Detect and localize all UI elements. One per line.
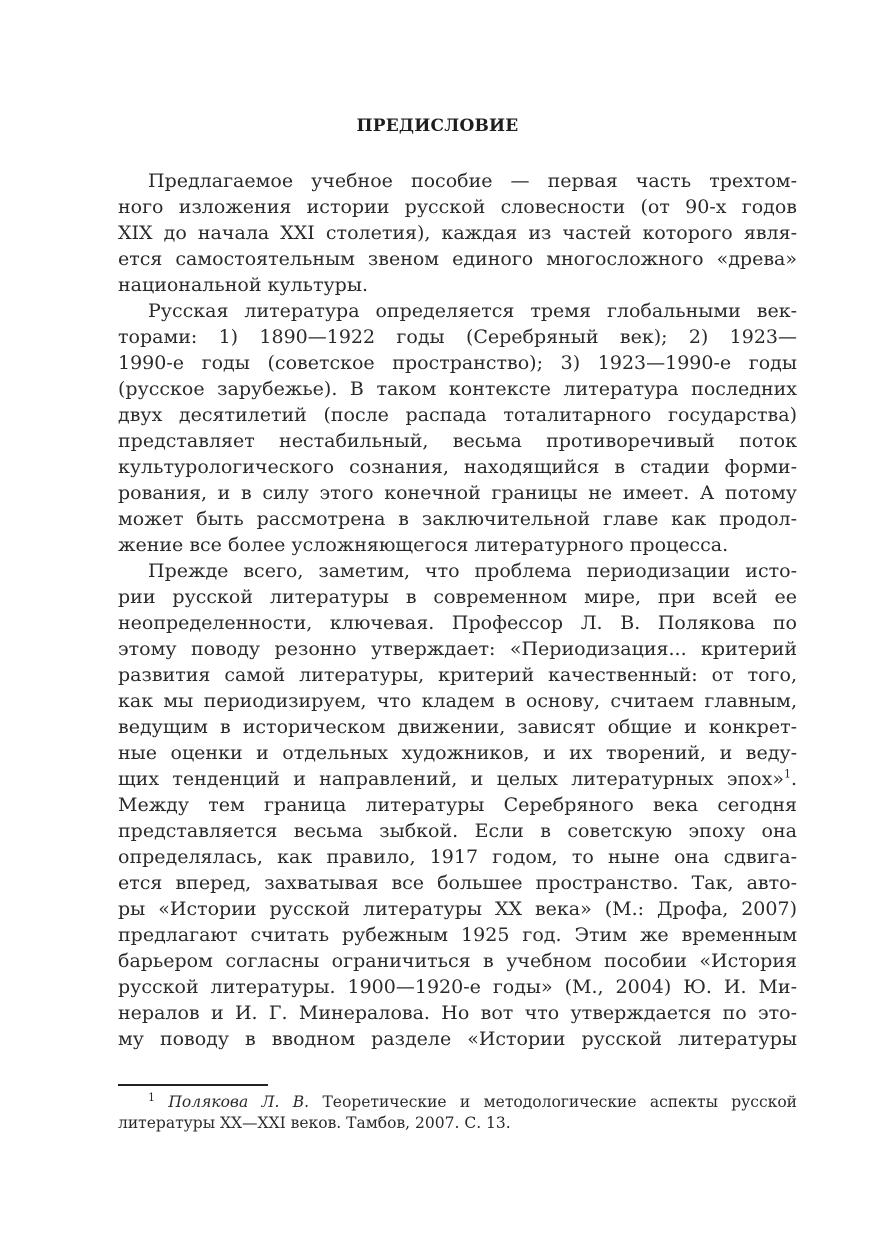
text-line: 1990-е годы (советское пространство); 3) 1923—1990-е годы <box>118 352 797 374</box>
paragraph <box>118 298 797 558</box>
text-line: двух десятилетий (после распада тоталитарного государства) <box>118 404 797 426</box>
footnote-line: Теоретические и методологические аспекты русской <box>322 1093 798 1111</box>
body-text <box>118 168 797 1052</box>
text-line: представляет нестабильный, весьма противоречивый поток <box>118 430 797 452</box>
text-line: ры «Истории русской литературы XX века» (М.: Дрофа, 2007) <box>118 898 797 920</box>
text-line: му поводу в вводном разделе «Истории русской литературы <box>118 1028 797 1050</box>
page-title: ПРЕДИСЛОВИЕ <box>356 116 519 136</box>
text-line: предлагают считать рубежным 1925 год. Этим же временным <box>118 924 797 946</box>
footnote <box>118 1092 797 1134</box>
text-line: определялась, как правило, 1917 годом, то ныне она сдвига- <box>118 846 797 868</box>
text-line: ведущим в историческом движении, зависят общие и конкрет- <box>118 716 797 738</box>
text-line: нералов и И. Г. Минералова. Но вот что утверждается по это- <box>118 1002 797 1024</box>
text-line: ные оценки и отдельных художников, и их творений, и веду- <box>118 742 797 764</box>
text-line: Русская литература определяется тремя глобальными век- <box>148 300 797 322</box>
text-line: русской литературы. 1900—1920-е годы» (М., 2004) Ю. И. Ми- <box>118 976 797 998</box>
text-line: культурологического сознания, находящийся в стадии форми- <box>118 456 797 478</box>
text-line: национальной культуры. <box>118 274 369 296</box>
text-line-content: щих тенденций и направлений, и целых литературных эпох» <box>118 768 784 790</box>
footnote-mark: 1 <box>148 1090 155 1104</box>
footnote-author: Полякова Л. В. <box>168 1093 310 1111</box>
text-line: как мы периодизируем, что кладем в основу, считаем главным, <box>118 690 797 712</box>
text-line: жение все более усложняющегося литературного процесса. <box>118 534 729 556</box>
paragraph <box>118 168 797 298</box>
text-line: Предлагаемое учебное пособие — первая часть трехтом- <box>148 170 797 192</box>
text-line: Между тем граница литературы Серебряного века сегодня <box>118 794 797 816</box>
text-line: барьером согласны ограничиться в учебном пособии «История <box>118 950 797 972</box>
footnote-reference[interactable]: 1 <box>783 767 791 781</box>
text-line: (русское зарубежье). В таком контексте литература последних <box>118 378 797 400</box>
footnote-separator <box>118 1084 268 1086</box>
text-line: рии русской литературы в современном мире, при всей ее <box>118 586 797 608</box>
text-line: этому поводу резонно утверждает: «Периодизация... критерий <box>118 638 797 660</box>
text-line: XIX до начала XXI столетия), каждая из частей которого явля- <box>118 222 797 244</box>
text-line: рования, и в силу этого конечной границы не имеет. А потому <box>118 482 797 504</box>
text-line: может быть рассмотрена в заключительной главе как продол- <box>118 508 797 530</box>
punctuation: . <box>790 768 797 790</box>
text-line: ного изложения истории русской словесности (от 90-х годов <box>118 196 797 218</box>
text-line: развития самой литературы, критерий качественный: от того, <box>118 664 797 686</box>
text-line: представляется весьма зыбкой. Если в советскую эпоху она <box>118 820 797 842</box>
text-line: ется самостоятельным звеном единого многосложного «древа» <box>118 248 797 270</box>
text-line: ется вперед, захватывая все большее пространство. Так, авто- <box>118 872 797 894</box>
text-line <box>118 766 797 792</box>
text-line: Прежде всего, заметим, что проблема периодизации исто- <box>148 560 797 582</box>
text-line: торами: 1) 1890—1922 годы (Серебряный век); 2) 1923— <box>118 326 797 348</box>
text-line: неопределенности, ключевая. Профессор Л. В. Полякова по <box>118 612 797 634</box>
paragraph <box>118 558 797 1052</box>
footnote-line: литературы XX—XXI веков. Тамбов, 2007. С. 13. <box>118 1114 511 1132</box>
